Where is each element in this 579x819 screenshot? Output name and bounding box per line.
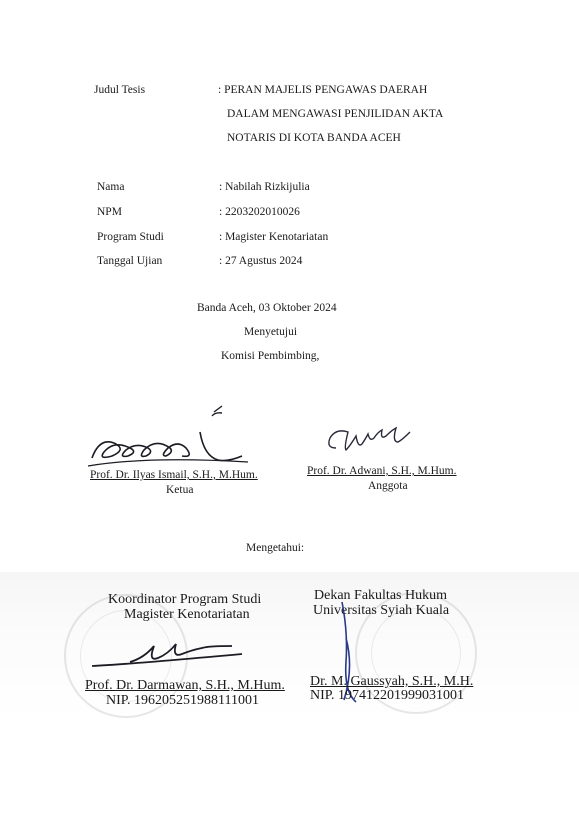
field-value-nama: : Nabilah Rizkijulia [219, 181, 310, 193]
advisor-2-signature [318, 418, 438, 468]
field-label-exam-date: Tanggal Ujian [97, 255, 163, 267]
advisor-1-name: Prof. Dr. Ilyas Ismail, S.H., M.Hum. [90, 469, 258, 481]
thesis-title-label: Judul Tesis [94, 84, 146, 96]
official-1-nip: NIP. 196205251988111001 [106, 693, 259, 708]
official-2-nip: NIP. 197412201999031001 [310, 688, 465, 703]
field-value-npm: : 2203202010026 [219, 206, 300, 218]
official-1-title-line-1: Koordinator Program Studi [108, 592, 262, 607]
official-2-title-line-2: Universitas Syiah Kuala [313, 603, 450, 618]
thesis-title-line-3: NOTARIS DI KOTA BANDA ACEH [227, 132, 401, 144]
field-label-npm: NPM [97, 206, 122, 218]
official-2-title-line-1: Dekan Fakultas Hukum [314, 588, 447, 603]
field-label-program: Program Studi [97, 231, 164, 243]
field-label-nama: Nama [97, 181, 125, 193]
committee-label: Komisi Pembimbing, [221, 350, 320, 362]
advisor-2-name: Prof. Dr. Adwani, S.H., M.Hum. [307, 465, 457, 477]
place-date: Banda Aceh, 03 Oktober 2024 [197, 302, 337, 314]
official-2-name: Dr. M. Gaussyah, S.H., M.H. [310, 674, 474, 689]
official-1-title-line-2: Magister Kenotariatan [124, 607, 250, 622]
advisor-1-signature [80, 400, 280, 480]
thesis-title-line-1: : PERAN MAJELIS PENGAWAS DAERAH [218, 84, 428, 96]
official-1-signature [90, 638, 260, 678]
advisor-2-role: Anggota [368, 480, 408, 492]
official-1-name: Prof. Dr. Darmawan, S.H., M.Hum. [85, 678, 285, 693]
field-value-exam-date: : 27 Agustus 2024 [219, 255, 303, 267]
field-value-program: : Magister Kenotariatan [219, 231, 329, 243]
approved-label: Menyetujui [244, 326, 298, 338]
thesis-title-line-2: DALAM MENGAWASI PENJILIDAN AKTA [227, 108, 444, 120]
advisor-1-role: Ketua [166, 484, 194, 496]
acknowledged-label: Mengetahui: [246, 542, 305, 554]
